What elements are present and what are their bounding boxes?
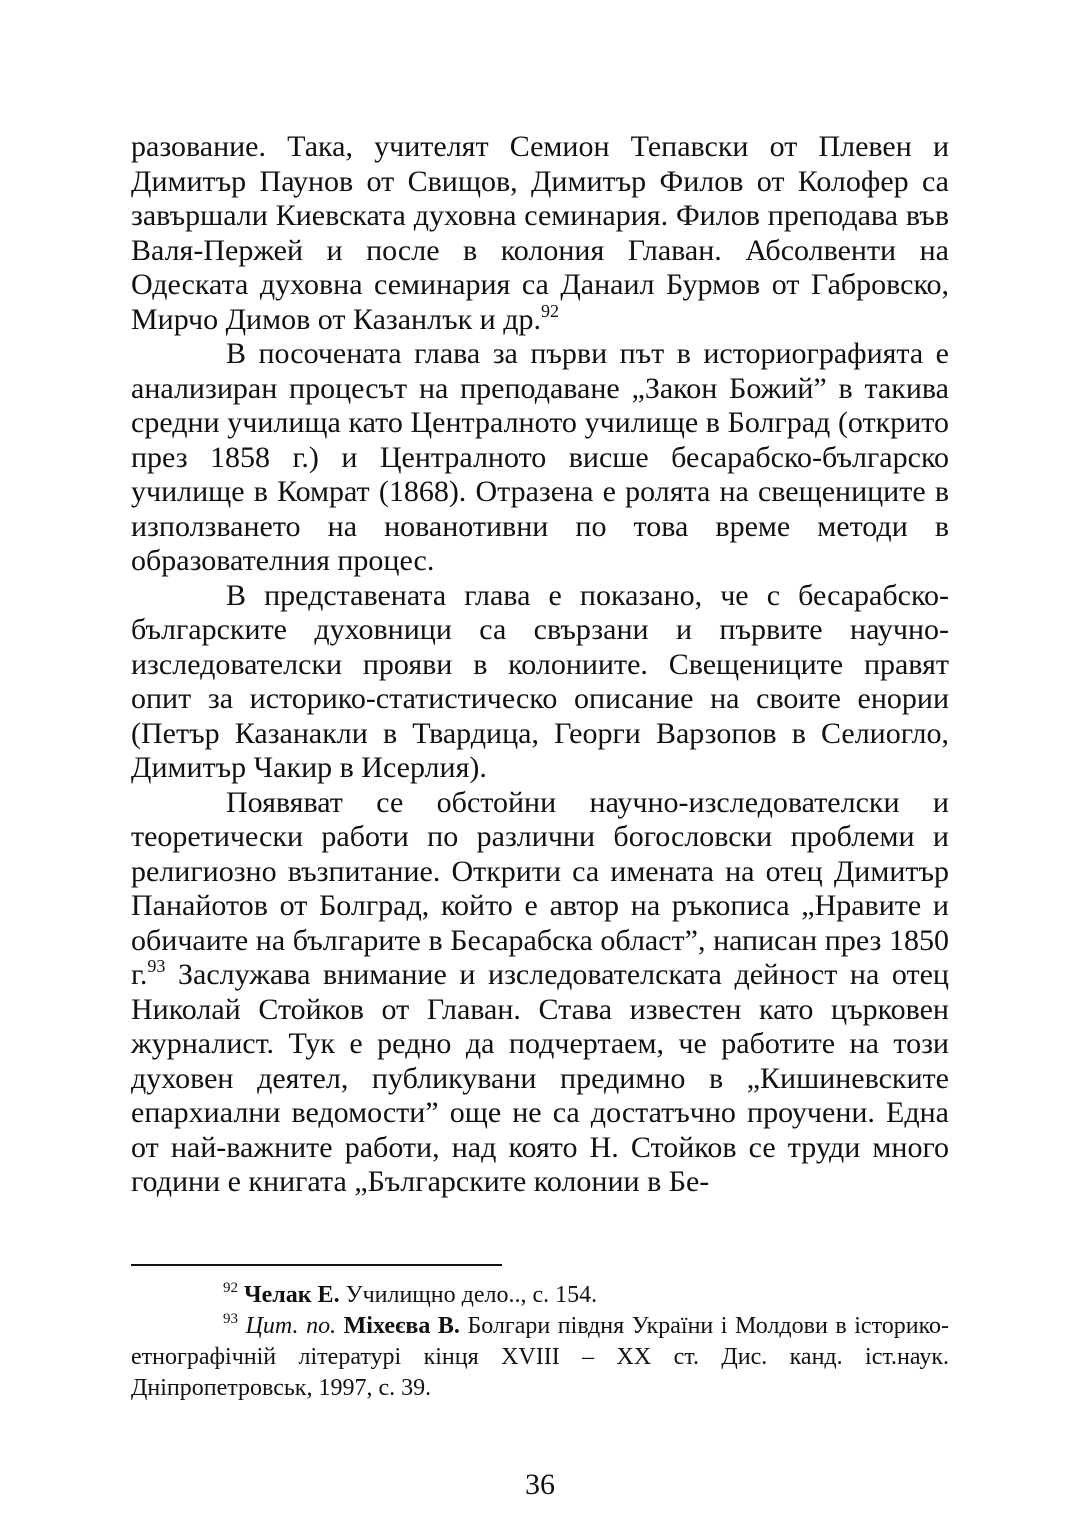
- paragraph-2: В посочената глава за първи път в историографията е анализиран процесът на преподаване „Закон Божий” в такива средни училища като Централното училище в Болград (открито през 1858 г.) и Централното висше бесарабско-българско училище в Комрат (1868). Отразена е ролята на свещениците в използването на нованотивни по това време методи в образователния процес.: [131, 337, 949, 577]
- footnote-92: [131, 1280, 949, 1311]
- paragraph-4-text-before: Появяват се обстойни научно-изследователски и теоретически работи по различни богословски проблеми и религиозно възпитание. Открити са имената на отец Димитър Панайотов от Болград, който е автор на ръкописа „Нравите и обичаите на българите в Бесарабска област”, написан през 1850 г.: [131, 785, 949, 991]
- paragraph-4-text-after: Заслужава внимание и изследователската дейност на отец Николай Стойков от Главан. Става известен като църковен журналист. Тук е редно да подчертаем, че работите на този духовен деятел, публикувани предимно в „Кишиневските епархиални ведомости” още не са достатъчно проучени. Една от най-важните работи, над която Н. Стойков се труди много години е книгата „Българските колонии в Бе-: [131, 958, 949, 1198]
- footnote-author: Челак Е.: [244, 1282, 340, 1308]
- page-number: 36: [525, 1468, 555, 1501]
- footnote-text: Училищно дело.., с. 154.: [339, 1282, 598, 1308]
- footnote-ref-93[interactable]: 93: [147, 956, 166, 976]
- footnote-93: [131, 1311, 949, 1404]
- footnote-text: Болгари півдня України і Молдови в історико-етнографічній літературі кінця XVIII – XX ст. Дис. канд. іст.наук. Дніпропетровськ, 1997, с. 39.: [131, 1313, 950, 1401]
- footnote-prefix: Цит. по.: [245, 1313, 337, 1339]
- main-text: [131, 130, 949, 1200]
- footnote-ref-92[interactable]: 92: [540, 300, 559, 321]
- footnotes: [131, 1280, 949, 1404]
- paragraph-3: В представената глава е показано, че с бесарабско-българските духовници са свързани и първите научно-изследователски прояви в колониите. Свещениците правят опит за историко-статистическо описание на своите енории (Петър Казанакли в Твардица, Георги Варзопов в Селиогло, Димитър Чакир в Исерлия).: [131, 578, 949, 784]
- paragraph-1: [131, 130, 949, 337]
- paragraph-1-text: разование. Така, учителят Семион Тепавски от Плевен и Димитър Паунов от Свищов, Димитър Филов от Колофер са завършали Киевската духовна семинария. Филов преподава във Валя-Пержей и после в колония Главан. Абсолвенти на Одеската духовна семинария са Данаил Бурмов от Габровско, Мирчо Димов от Казанлък и др.: [131, 130, 949, 336]
- paragraph-4: [131, 786, 949, 1200]
- footnote-number: 93: [223, 1311, 238, 1327]
- footnote-separator: [131, 1264, 502, 1266]
- footnote-author: Міхеєва В.: [343, 1313, 460, 1339]
- footnote-number: 92: [223, 1280, 238, 1296]
